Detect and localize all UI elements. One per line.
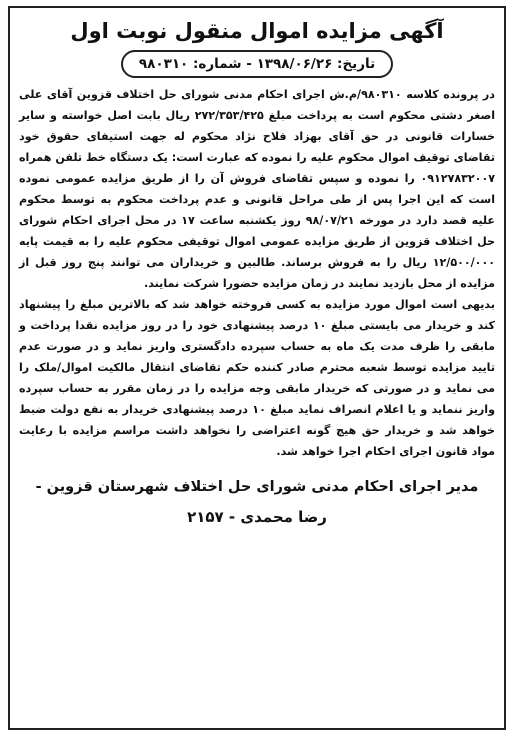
notice-body xyxy=(19,84,495,462)
signature-office: مدیر اجرای احکام مدنی شورای حل اختلاف شهرستان قزوین - xyxy=(35,479,479,495)
paragraph-auction-terms: بدیهی است اموال مورد مزایده به کسی فروخته خواهد شد که بالاترین مبلغ را پیشنهاد کند و خریدار می بایستی مبلغ ۱۰ درصد پیشنهادی خود را در روز مزایده نقدا پرداخت و مابقی را ظرف مدت یک ماه به حساب سپرده دادگستری واریز نماید و در صورت عدم تایید مزایده توسط شعبه محترم صادر کننده حکم تقاضای انتقال مالکیت اموال/ملک را می نماید و در صورتی که خریدار مابقی وجه مزایده را در زمان مقرر به حساب سپرده واریز ننماید و یا اعلام انصراف نماید مبلغ ۱۰ درصد پیشنهادی خریدار به نفع دولت ضبط خواهد شد و خریدار حق هیچ گونه اعتراضی را نخواهد داشت مراسم مزایده با رعایت مواد قانون اجرای احکام اجرا خواهد شد. xyxy=(19,298,496,458)
notice-title: آگهی مزایده اموال منقول نوبت اول xyxy=(70,19,444,43)
date-number-badge: تاریخ: ۱۳۹۸/۰۶/۲۶ - شماره: ۹۸۰۳۱۰ xyxy=(121,50,393,78)
paragraph-case-details: در پرونده کلاسه ۹۸۰۳۱۰/م.ش اجرای احکام مدنی شورای حل اختلاف قزوین آقای علی اصغر دشتی محکوم است به پرداخت مبلغ ۲۷۲/۳۵۳/۴۲۵ ریال بابت اصل خواسته و سایر خسارات قانونی در حق آقای بهزاد فلاح نژاد محکوم له جهت استیفای حقوق خود تقاضای توقیف اموال محکوم علیه را نموده که عبارت است: یک دستگاه خط تلفن همراه ۰۹۱۲۷۸۳۲۰۰۷ را نموده و سپس تقاضای فروش آن را از طریق مزایده عمومی نموده است که این اجرا پس از طی مراحل قانونی و عدم پرداخت محکوم به توسط محکوم علیه قصد دارد در مورخه ۹۸/۰۷/۲۱ روز یکشنبه ساعت ۱۷ در محل اجرای احکام شورای حل اختلاف قزوین از طریق مزایده عمومی اموال توقیفی محکوم علیه را به قیمت پایه ۱۲/۵۰۰/۰۰۰ ریال را به فروش برساند. طالبین و خریداران می توانند پنج روز قبل از مزایده از محل بازدید نمایند در زمان مزایده حضورا شرکت نمایند. xyxy=(19,88,495,290)
signature-block xyxy=(19,472,495,532)
meta-wrapper xyxy=(19,50,495,78)
notice-frame xyxy=(8,6,506,730)
signature-name: رضا محمدی - ۲۱۵۷ xyxy=(187,508,327,526)
